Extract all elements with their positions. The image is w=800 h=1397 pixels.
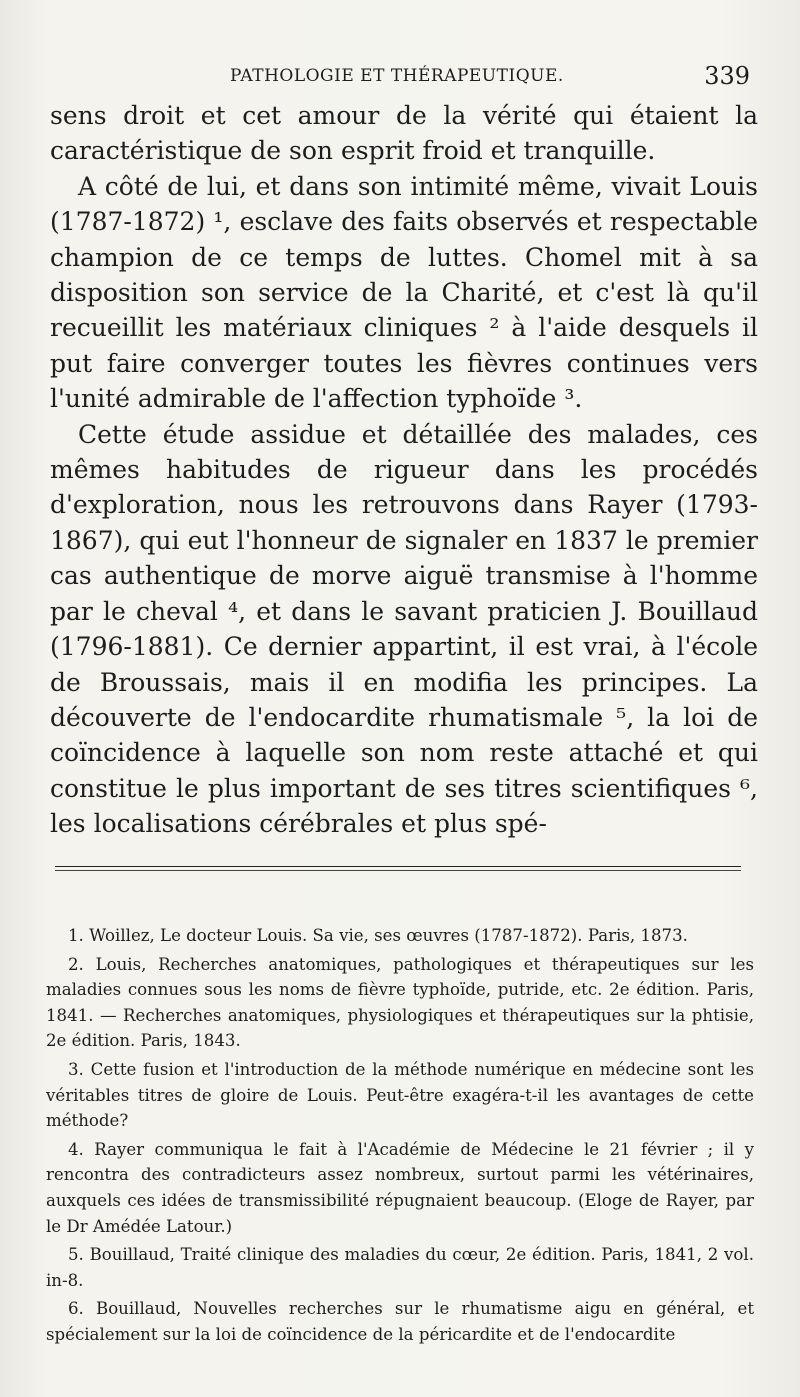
footnote: 2. Louis, Recherches anatomiques, pathologiques et thérapeutiques sur les maladies connues sous les noms de fièvre typhoïde, putride, etc. 2e édition. Paris, 1841. — Recherches anatomiques, physiologiques et thérapeutiques sur la phtisie, 2e édition. Paris, 1843.	[46, 954, 754, 1051]
footnote: 3. Cette fusion et l'introduction de la méthode numérique en médecine sont les véritables titres de gloire de Louis. Peut-être exagéra-t-il les avantages de cette méthode?	[46, 1059, 754, 1131]
footnote: 6. Bouillaud, Nouvelles recherches sur le rhumatisme aigu en général, et spécialement sur la loi de coïncidence de la péricardite et de l'endocardite	[46, 1299, 754, 1344]
running-head: PATHOLOGIE ET THÉRAPEUTIQUE.	[230, 66, 564, 86]
main-text	[50, 98, 758, 842]
paragraph: A côté de lui, et dans son intimité même, vivait Louis (1787-1872) ¹, esclave des faits observés et respectable champion de ce temps de luttes. Chomel mit à sa disposition son service de la Charité, et c'est là qu'il recueillit les matériaux cliniques ² à l'aide desquels il put faire converger toutes les fièvres continues vers l'unité admirable de l'affection typhoïde ³.	[50, 171, 758, 414]
footnote: 4. Rayer communiqua le fait à l'Académie de Médecine le 21 février ; il y rencontra des contradicteurs assez nombreux, surtout parmi les vétérinaires, auxquels ces idées de transmissibilité répugnaient beaucoup. (Eloge de Rayer, par le Dr Amédée Latour.)	[46, 1139, 754, 1236]
footnote: 5. Bouillaud, Traité clinique des maladies du cœur, 2e édition. Paris, 1841, 2 vol. in-8.	[46, 1245, 754, 1290]
page-number: 339	[704, 62, 750, 90]
footnotes	[46, 923, 754, 1351]
footnote: 1. Woillez, Le docteur Louis. Sa vie, ses œuvres (1787-1872). Paris, 1873.	[68, 926, 688, 945]
paragraph: sens droit et cet amour de la vérité qui étaient la caractéristique de son esprit froid et tranquille.	[50, 101, 758, 166]
page-header	[50, 62, 760, 92]
footnote-separator-thin	[55, 870, 741, 871]
footnote-separator	[55, 866, 741, 867]
paragraph: Cette étude assidue et détaillée des malades, ces mêmes habitudes de rigueur dans les procédés d'exploration, nous les retrouvons dans Rayer (1793-1867), qui eut l'honneur de signaler en 1837 le premier cas authentique de morve aiguë transmise à l'homme par le cheval ⁴, et dans le savant praticien J. Bouillaud (1796-1881). Ce dernier appartint, il est vrai, à l'école de Broussais, mais il en modifia les principes. La découverte de l'endocardite rhumatismale ⁵, la loi de coïncidence à laquelle son nom reste attaché et qui constitue le plus important de ses titres scientifiques ⁶, les localisations cérébrales et plus spé-	[50, 419, 758, 839]
